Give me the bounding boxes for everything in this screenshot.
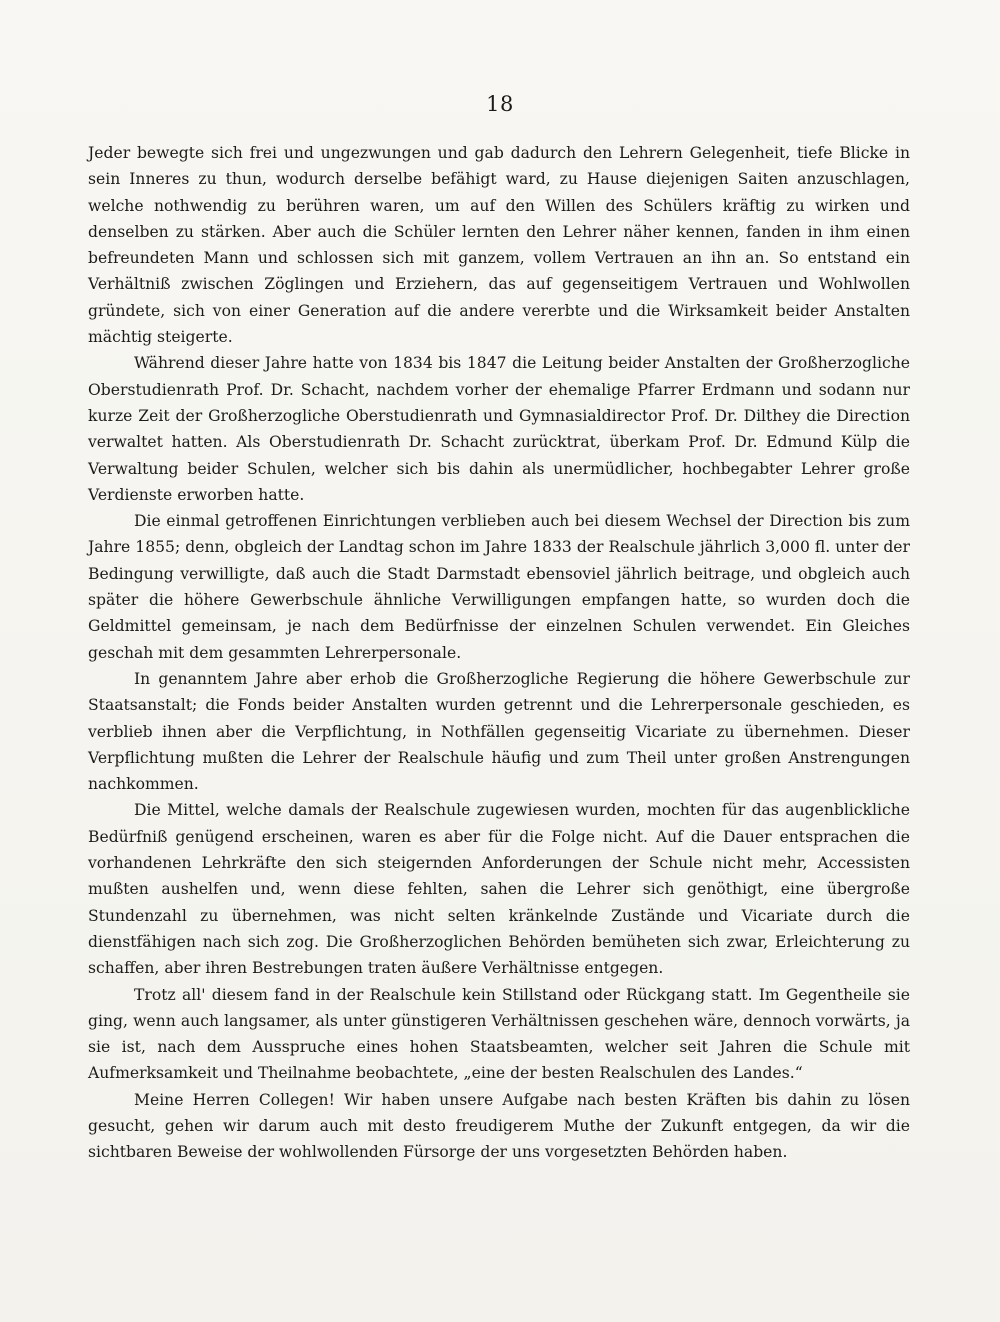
paragraph-4: In genanntem Jahre aber erhob die Großherzogliche Regierung die höhere Gewerbschule zur Staatsanstalt; die Fonds beider Anstalten wurden getrennt und die Lehrerpersonale geschieden, es verblieb ihnen aber die Verpflichtung, in Nothfällen gegenseitig Vicariate zu übernehmen. Dieser Verpflichtung mußten die Lehrer der Realschule häufig und zum Theil unter großen Anstrengungen nachkommen. [88,669,910,794]
paragraph-3: Die einmal getroffenen Einrichtungen verblieben auch bei diesem Wechsel der Direction bis zum Jahre 1855; denn, obgleich der Landtag schon im Jahre 1833 der Realschule jährlich 3,000 fl. unter der Bedingung verwilligte, daß auch die Stadt Darmstadt ebensoviel jährlich beitrage, und obgleich auch später die höhere Gewerbschule ähnliche Verwilligungen empfangen hatte, so wurden doch die Geldmittel gemeinsam, je nach dem Bedürfnisse der einzelnen Schulen verwendet. Ein Gleiches geschah mit dem gesammten Lehrerpersonale. [88,512,910,662]
paragraph-1: Jeder bewegte sich frei und ungezwungen und gab dadurch den Lehrern Gelegenheit, tiefe Blicke in sein Inneres zu thun, wodurch derselbe befähigt ward, zu Hause diejenigen Saiten anzuschlagen, welche nothwendig zu berühren waren, um auf den Willen des Schülers kräftig zu wirken und denselben zu stärken. Aber auch die Schüler lernten den Lehrer näher kennen, fanden in ihm einen befreundeten Mann und schlossen sich mit ganzem, vollem Vertrauen an ihn an. So entstand ein Verhältniß zwischen Zöglingen und Erziehern, das auf gegenseitigem Vertrauen und Wohlwollen gründete, sich von einer Generation auf die andere vererbte und die Wirksamkeit beider Anstalten mächtig steigerte. [88,144,910,347]
paragraph-2: Während dieser Jahre hatte von 1834 bis 1847 die Leitung beider Anstalten der Großherzogliche Oberstudienrath Prof. Dr. Schacht, nachdem vorher der ehemalige Pfarrer Erdmann und sodann nur kurze Zeit der Großherzogliche Oberstudienrath und Gymnasialdirector Prof. Dr. Dilthey die Direction verwaltet hatten. Als Oberstudienrath Dr. Schacht zurücktrat, überkam Prof. Dr. Edmund Külp die Verwaltung beider Schulen, welcher sich bis dahin als unermüdlicher, hochbegabter Lehrer große Verdienste erworben hatte. [88,354,910,504]
paragraph-6: Trotz all' diesem fand in der Realschule kein Stillstand oder Rückgang statt. Im Gegentheile sie ging, wenn auch langsamer, als unter günstigeren Verhältnissen geschehen wäre, dennoch vorwärts, ja sie ist, nach dem Ausspruche eines hohen Staatsbeamten, welcher seit Jahren die Schule mit Aufmerksamkeit und Theilnahme beobachtete, „eine der besten Realschulen des Landes.“ [88,985,910,1083]
paragraph-5: Die Mittel, welche damals der Realschule zugewiesen wurden, mochten für das augenblickliche Bedürfniß genügend erscheinen, waren es aber für die Folge nicht. Auf die Dauer entsprachen die vorhandenen Lehrkräfte den sich steigernden Anforderungen der Schule nicht mehr, Accessisten mußten aushelfen und, wenn diese fehlten, sahen die Lehrer sich genöthigt, eine übergroße Stundenzahl zu übernehmen, was nicht selten kränkelnde Zustände und Vicariate durch die dienstfähigen nach sich zog. Die Großherzoglichen Behörden bemüheten sich zwar, Erleichterung zu schaffen, aber ihren Bestrebungen traten äußere Verhältnisse entgegen. [88,801,910,978]
page-number: 18 [486,92,514,116]
paragraph-7: Meine Herren Collegen! Wir haben unsere Aufgabe nach besten Kräften bis dahin zu lösen gesucht, gehen wir darum auch mit desto freudigerem Muthe der Zukunft entgegen, da wir die sichtbaren Beweise der wohlwollenden Fürsorge der uns vorgesetzten Behörden haben. [88,1090,910,1162]
body-text [88,140,910,1166]
